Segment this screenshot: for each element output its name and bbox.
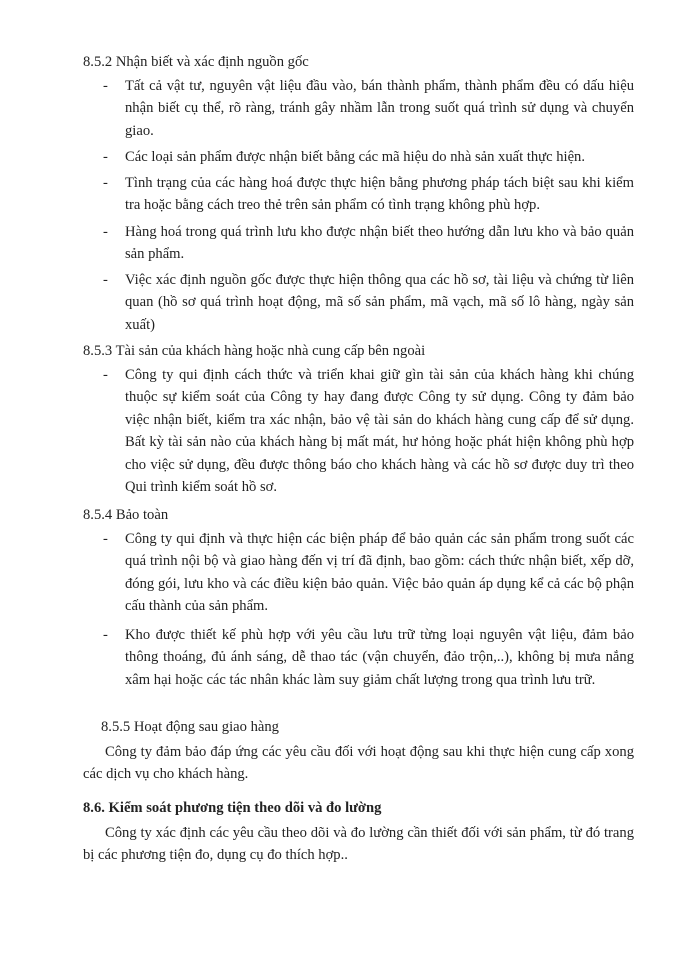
list-item: - Tình trạng của các hàng hoá được thực hiện bằng phương pháp tách biệt sau khi kiểm tra hoặc bằng cách treo thẻ trên sản phẩm có tình trạng không phù hợp. [83,172,634,217]
bullet-dash: - [103,627,108,643]
list-item: - Hàng hoá trong quá trình lưu kho được nhận biết theo hướng dẫn lưu kho và bảo quản sản phẩm. [83,221,634,266]
heading-8-5-4: 8.5.4 Bảo toàn [83,507,169,523]
heading-8-6: 8.6. Kiểm soát phương tiện theo dõi và đo lường [83,800,382,816]
paragraph: Công ty đảm bảo đáp ứng các yêu cầu đối với hoạt động sau khi thực hiện cung cấp xong các dịch vụ cho khách hàng. [83,744,634,783]
heading-8-5-2: 8.5.2 Nhận biết và xác định nguồn gốc [83,54,309,70]
list-item: - Công ty qui định và thực hiện các biện pháp để bảo quản các sản phẩm trong suốt các quá trình nội bộ và giao hàng đến vị trí đã định, bao gồm: cách thức nhận biết, xếp dỡ, đóng gói, lưu kho và các điều kiện bảo quản. Việc bảo quản áp dụng kể cả các bộ phận cấu thành của sản phẩm. [83,528,634,618]
list-item: - Các loại sản phẩm được nhận biết bằng các mã hiệu do nhà sản xuất thực hiện. [83,146,634,168]
bullet-dash: - [103,175,108,191]
bullet-dash: - [103,224,108,240]
paragraph: Công ty xác định các yêu cầu theo dõi và đo lường cần thiết đối với sản phẩm, từ đó trang bị các phương tiện đo, dụng cụ đo thích hợp.. [83,825,634,864]
list-item: - Kho được thiết kế phù hợp với yêu cầu lưu trữ từng loại nguyên vật liệu, đảm bảo thông thoáng, đủ ánh sáng, dễ thao tác (vận chuyển, đảo trộn,..), không bị mưa nắng xâm hại hoặc các tác nhân khác làm suy giảm chất lượng trong qua trình lưu trữ. [83,624,634,691]
list-item: - Tất cả vật tư, nguyên vật liệu đầu vào, bán thành phẩm, thành phẩm đều có dấu hiệu nhận biết cụ thể, rõ ràng, tránh gây nhầm lẫn trong suốt quá trình sử dụng và chuyển giao. [83,75,634,142]
bullet-dash: - [103,531,108,547]
bullet-dash: - [103,149,108,165]
list-item: - Việc xác định nguồn gốc được thực hiện thông qua các hồ sơ, tài liệu và chứng từ liên quan (hồ sơ quá trình hoạt động, mã số sản phẩm, mã vạch, mã số lô hàng, ngày sản xuất) [83,269,634,336]
bullet-dash: - [103,272,108,288]
heading-8-5-5: 8.5.5 Hoạt động sau giao hàng [101,719,279,735]
list-item: - Công ty qui định cách thức và triển khai giữ gìn tài sản của khách hàng khi chúng thuộc sự kiểm soát của Công ty hay đang được Công ty sử dụng. Công ty đảm bảo việc nhận biết, kiểm tra xác nhận, bảo vệ tài sản do khách hàng cung cấp để sử dụng. Bất kỳ tài sản nào của khách hàng bị mất mát, hư hỏng hoặc phát hiện không phù hợp cho việc sử dụng, đều được thông báo cho khách hàng và các hồ sơ được duy trì theo Qui trình kiểm soát hồ sơ. [83,364,634,498]
heading-8-5-3: 8.5.3 Tài sản của khách hàng hoặc nhà cung cấp bên ngoài [83,343,426,359]
bullet-dash: - [103,78,108,94]
bullet-dash: - [103,367,108,383]
